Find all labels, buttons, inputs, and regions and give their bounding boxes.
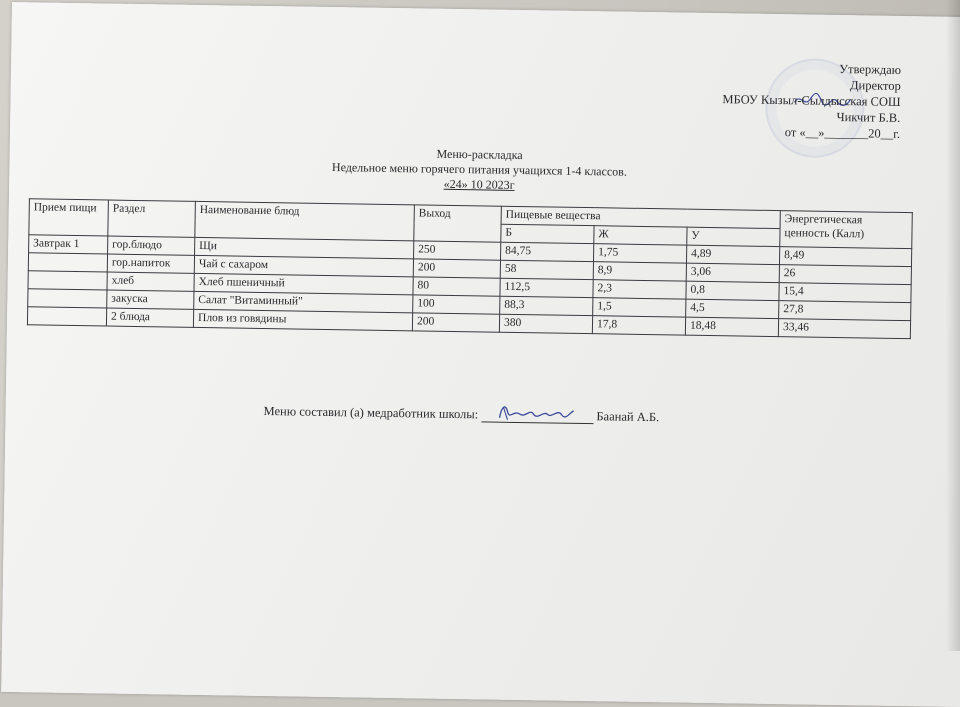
header-energy: Энергетическая ценность (Калл) bbox=[780, 211, 913, 249]
approval-line-approve: Утверждаю bbox=[839, 62, 902, 77]
footer-label: Меню составил (а) медработник школы: bbox=[263, 404, 479, 422]
header-section: Раздел bbox=[108, 200, 196, 237]
cell-fats: 2,3 bbox=[593, 280, 686, 299]
header-meal: Прием пищи bbox=[29, 199, 109, 236]
cell-carbs: 4,89 bbox=[686, 245, 779, 264]
header-proteins: Б bbox=[501, 224, 594, 243]
cell-meal bbox=[28, 289, 107, 308]
cell-section: закуска bbox=[107, 290, 194, 309]
cell-fats: 17,8 bbox=[592, 316, 685, 335]
page-edge-shadow bbox=[946, 0, 960, 651]
document-page bbox=[1, 2, 960, 707]
cell-proteins: 84,75 bbox=[501, 242, 594, 261]
cell-energy: 26 bbox=[779, 265, 911, 285]
cell-meal bbox=[27, 307, 106, 326]
cell-output: 100 bbox=[413, 295, 500, 314]
cell-proteins: 88,3 bbox=[500, 296, 593, 315]
cell-dish: Чай с сахаром bbox=[194, 255, 413, 276]
footer-name: Баанай А.Б. bbox=[596, 409, 660, 425]
cell-fats: 1,75 bbox=[593, 244, 686, 263]
cell-output: 250 bbox=[414, 241, 501, 260]
cell-carbs: 4,5 bbox=[686, 299, 779, 318]
document-heading bbox=[299, 145, 660, 196]
cell-output: 200 bbox=[412, 313, 499, 332]
cell-fats: 8,9 bbox=[593, 262, 686, 281]
cell-energy: 33,46 bbox=[778, 319, 910, 339]
cell-carbs: 3,06 bbox=[686, 263, 779, 282]
cell-output: 200 bbox=[413, 259, 500, 278]
cell-carbs: 18,48 bbox=[685, 317, 778, 336]
approval-line-date: от «__»_______20__г. bbox=[784, 125, 901, 141]
document-subtitle: Недельное меню горячего питания учащихся 1-4 классов. bbox=[331, 160, 628, 179]
cell-section: гор.блюдо bbox=[108, 236, 195, 255]
approval-line-position: Директор bbox=[849, 78, 901, 93]
cell-dish: Хлеб пшеничный bbox=[194, 273, 413, 294]
menu-table bbox=[27, 198, 913, 339]
cell-proteins: 112,5 bbox=[500, 278, 593, 297]
header-nutrients: Пищевые вещества bbox=[501, 206, 780, 228]
cell-section: хлеб bbox=[107, 272, 194, 291]
approval-block bbox=[700, 59, 901, 142]
cell-meal bbox=[28, 253, 107, 272]
footer-signature-line bbox=[263, 404, 723, 426]
cell-dish: Салат "Витаминный" bbox=[194, 291, 413, 312]
approval-line-school: МБОУ Кызыл-Сылдысская СОШ bbox=[722, 92, 901, 109]
cell-section: гор.напиток bbox=[107, 254, 194, 273]
medic-signature bbox=[495, 402, 575, 425]
cell-output: 80 bbox=[413, 277, 500, 296]
cell-fats: 1,5 bbox=[593, 298, 686, 317]
header-dish: Наименование блюд bbox=[195, 201, 415, 240]
document-title: Меню-раскладка bbox=[436, 146, 523, 163]
cell-meal: Завтрак 1 bbox=[29, 235, 108, 254]
cell-proteins: 380 bbox=[499, 314, 592, 333]
cell-section: 2 блюда bbox=[106, 308, 193, 327]
header-output: Выход bbox=[414, 205, 502, 242]
cell-carbs: 0,8 bbox=[686, 281, 779, 300]
approval-line-director-name: Чикчит Б.В. bbox=[836, 109, 901, 125]
table-header-row bbox=[29, 199, 912, 231]
cell-energy: 27,8 bbox=[779, 301, 911, 321]
cell-dish: Плов из говядины bbox=[193, 309, 412, 330]
cell-dish: Щи bbox=[195, 237, 414, 258]
cell-meal bbox=[28, 271, 107, 290]
header-fats: Ж bbox=[594, 226, 687, 245]
cell-energy: 15,4 bbox=[779, 283, 911, 303]
signature-underline bbox=[481, 407, 593, 424]
cell-energy: 8,49 bbox=[779, 247, 911, 267]
header-carbs: У bbox=[687, 227, 780, 246]
document-date: «24» 10 2023г bbox=[443, 176, 515, 192]
cell-proteins: 58 bbox=[500, 260, 593, 279]
